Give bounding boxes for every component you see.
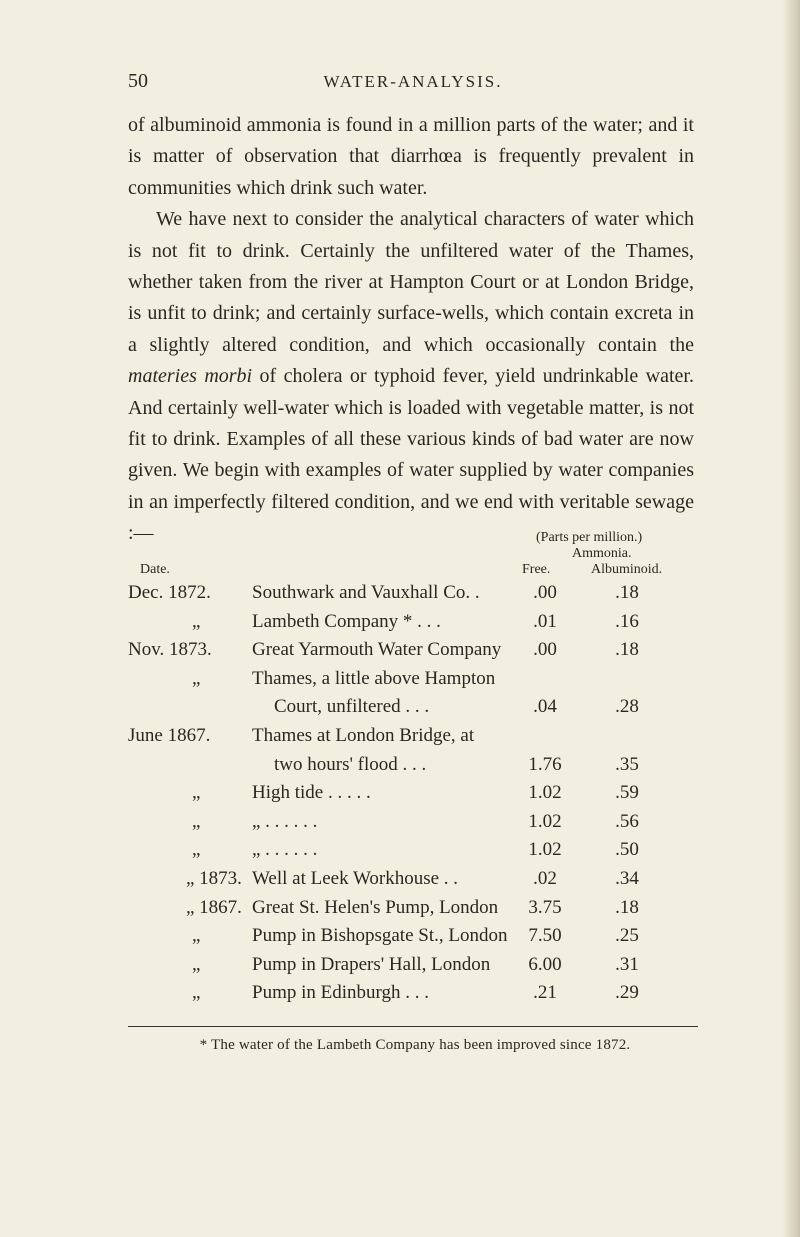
paragraph-2-part-a: We have next to consider the analytical characters of water which is not fit to drink. Certainly the unfiltered water of the Thames, whether taken from the river at Hampton Court or at London Bridge, is unfit to drink; and certainly surface-wells, which contain excreta in a slightly altered condition, and which occasionally contain the xyxy=(128,208,694,356)
table-row xyxy=(128,868,728,896)
row-source: Pump in Bishopsgate St., London xyxy=(252,925,508,947)
row-free-ammonia: .00 xyxy=(533,639,557,661)
table-row xyxy=(128,811,728,839)
row-albuminoid-ammonia: .56 xyxy=(615,810,639,832)
row-date: „ xyxy=(192,782,201,804)
row-source: Court, unfiltered . . . xyxy=(274,696,430,718)
table-row xyxy=(128,839,728,867)
row-free-ammonia: 3.75 xyxy=(528,896,562,918)
row-source: Lambeth Company * . . . xyxy=(252,610,441,632)
row-date: „ 1873. xyxy=(186,868,242,889)
row-date: „ xyxy=(192,839,201,861)
table-row xyxy=(128,696,728,724)
row-free-ammonia: 1.02 xyxy=(528,839,562,861)
row-free-ammonia: .00 xyxy=(533,582,557,603)
footnote: * The water of the Lambeth Company has been improved since 1872. xyxy=(199,1037,631,1053)
row-free-ammonia: .21 xyxy=(533,982,557,1004)
row-source: Pump in Drapers' Hall, London xyxy=(252,953,491,975)
table-row xyxy=(128,954,728,982)
row-albuminoid-ammonia: .18 xyxy=(615,896,639,918)
row-free-ammonia: 1.02 xyxy=(528,810,562,832)
row-date: „ xyxy=(192,810,201,832)
row-date: June 1867. xyxy=(128,725,211,746)
row-albuminoid-ammonia: .35 xyxy=(615,753,639,775)
row-source: „ . . . . . . xyxy=(252,839,318,861)
row-free-ammonia: .02 xyxy=(533,868,557,889)
table-row xyxy=(128,582,728,610)
row-albuminoid-ammonia: .29 xyxy=(615,982,639,1004)
row-albuminoid-ammonia: .34 xyxy=(615,868,639,889)
row-free-ammonia: .01 xyxy=(533,610,557,632)
row-date: Dec. 1872. xyxy=(128,582,211,603)
paragraph-2-italic: materies morbi xyxy=(128,365,253,388)
row-albuminoid-ammonia: .28 xyxy=(615,696,639,718)
row-source: Great St. Helen's Pump, London xyxy=(252,896,499,918)
header-free: Free. xyxy=(522,562,551,577)
row-albuminoid-ammonia: .50 xyxy=(615,839,639,861)
row-albuminoid-ammonia: .25 xyxy=(615,925,639,947)
table-row xyxy=(128,639,728,667)
table-row xyxy=(128,611,728,639)
row-source: „ . . . . . . xyxy=(252,810,318,832)
footnote-rule xyxy=(128,1026,698,1027)
header-albuminoid: Albuminoid. xyxy=(591,562,663,577)
row-date: „ xyxy=(192,982,201,1004)
paragraph-1: of albuminoid ammonia is found in a million parts of the water; and it is matter of observation that diarrhœa is frequently prevalent in communities which drink such water. xyxy=(128,114,694,199)
row-source: Pump in Edinburgh . . . xyxy=(252,982,429,1004)
row-free-ammonia: 7.50 xyxy=(528,925,562,947)
header-ammonia: Ammonia. xyxy=(572,546,632,561)
table-row xyxy=(128,725,728,753)
row-source: Great Yarmouth Water Company xyxy=(252,639,502,661)
header-parts-per-million: (Parts per million.) xyxy=(536,530,643,545)
row-source: two hours' flood . . . xyxy=(274,753,427,775)
header-date: Date. xyxy=(140,562,170,577)
row-free-ammonia: 1.76 xyxy=(528,753,562,775)
row-albuminoid-ammonia: .31 xyxy=(615,953,639,975)
row-date: „ xyxy=(192,925,201,947)
paragraph-2-part-b: of cholera or typhoid fever, yield undrinkable water. And certainly well-water which is loaded with vegetable matter, is not fit to drink. Examples of all these various kinds of bad water are now given. We begin with examples of water supplied by water companies in an imperfectly filtered condition, and we end with veritable sewage :— xyxy=(128,365,694,545)
row-albuminoid-ammonia: .18 xyxy=(615,639,639,661)
row-date: „ xyxy=(192,953,201,975)
table-row xyxy=(128,982,728,1010)
page-number: 50 xyxy=(128,70,148,92)
row-date: „ xyxy=(192,610,201,632)
row-source: Southwark and Vauxhall Co. . xyxy=(252,582,480,603)
row-free-ammonia: 6.00 xyxy=(528,953,562,975)
row-date: „ 1867. xyxy=(186,896,242,918)
row-albuminoid-ammonia: .59 xyxy=(615,782,639,804)
row-source: High tide . . . . . xyxy=(252,782,371,804)
row-date: „ xyxy=(192,667,201,689)
row-source: Thames at London Bridge, at xyxy=(252,725,475,746)
row-date: Nov. 1873. xyxy=(128,639,212,661)
row-source: Well at Leek Workhouse . . xyxy=(252,868,459,889)
table-row xyxy=(128,897,728,925)
table-row xyxy=(128,754,728,782)
row-albuminoid-ammonia: .16 xyxy=(615,610,639,632)
row-source: Thames, a little above Hampton xyxy=(252,667,496,689)
row-albuminoid-ammonia: .18 xyxy=(615,582,639,603)
running-head: WATER-ANALYSIS. xyxy=(323,72,503,91)
table-row xyxy=(128,782,728,810)
row-free-ammonia: 1.02 xyxy=(528,782,562,804)
table-row xyxy=(128,668,728,696)
table-row xyxy=(128,925,728,953)
row-free-ammonia: .04 xyxy=(533,696,557,718)
page-edge-shadow xyxy=(782,0,800,1237)
